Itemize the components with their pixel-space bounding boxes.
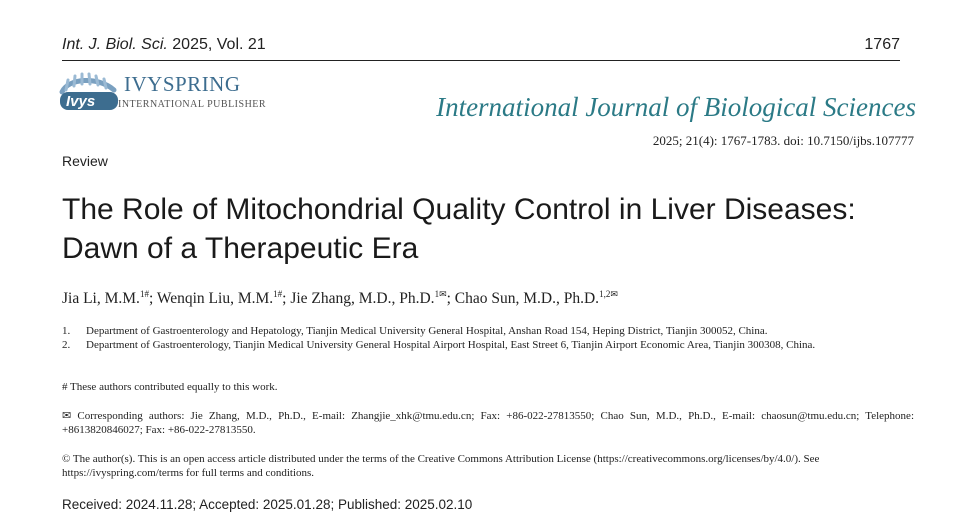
author-list: Jia Li, M.M.$^{1\#}$; Wenqin Liu, M.M.$^{1\#}$; Jie Zhang, M.D., Ph.D.$^{1✉}$; Chao Sun, M.D., Ph.D.$^{1,2✉}$ — [62, 289, 618, 308]
affiliation-item — [62, 324, 922, 338]
running-header-journal — [62, 36, 266, 54]
equal-contribution-note: # These authors contributed equally to this work. — [62, 381, 278, 393]
publisher-subtitle: INTERNATIONAL PUBLISHER — [118, 99, 267, 110]
corresponding-authors: ✉ Corresponding authors: Jie Zhang, M.D., Ph.D., E-mail: Zhangjie_xhk@tmu.edu.cn; Fax: +86-022-27813550; Chao Sun, M.D., Ph.D., E-mail: chaosun@tmu.edu.cn; Telephone: +8613820846027; Fax: +86-022-27813550. — [62, 410, 914, 436]
year-volume: 2025, Vol. 21 — [172, 36, 266, 53]
author-sup: 1,2✉ — [599, 289, 618, 299]
citation-doi: 2025; 21(4): 1767-1783. doi: 10.7150/ijbs.107777 — [652, 133, 914, 148]
affiliation-text: Department of Gastroenterology and Hepatology, Tianjin Medical University General Hospital, Anshan Road 154, Heping District, Tianjin 300052, China. — [86, 325, 768, 337]
logo-text: Ivys — [66, 93, 96, 110]
author-sup: 1✉ — [434, 289, 447, 299]
affiliation-number: 2. — [62, 339, 71, 351]
page-number: 1767 — [864, 36, 900, 53]
author-name: Chao Sun, M.D., Ph.D. — [454, 290, 600, 308]
author-sup: 1# — [139, 289, 149, 299]
header-rule — [62, 60, 900, 61]
affiliation-number: 1. — [62, 325, 71, 337]
license-note: © The author(s). This is an open access article distributed under the terms of the Creative Commons Attribution License (https://creativecommons.org/licenses/by/4.0/). See https://ivyspring.com/terms for full terms and conditions. — [62, 453, 820, 479]
author-name: Wenqin Liu, M.M. — [156, 290, 274, 308]
article-title: The Role of Mitochondrial Quality Control in Liver Diseases: Dawn of a Therapeutic Era — [62, 193, 856, 265]
publisher-name: IVYSPRING — [124, 72, 241, 96]
author-name: Jia Li, M.M. — [62, 290, 140, 308]
affiliation-list — [62, 324, 922, 352]
affiliation-item — [62, 338, 922, 352]
affiliation-text: Department of Gastroenterology, Tianjin Medical University General Hospital Airport Hospital, East Street 6, Tianjin Airport Economic Area, Tianjin 300308, China. — [86, 339, 816, 351]
journal-name: International Journal of Biological Sciences — [436, 92, 916, 122]
author-name: Jie Zhang, M.D., Ph.D. — [290, 290, 435, 308]
journal-abbrev: Int. J. Biol. Sci. — [62, 36, 168, 53]
article-type: Review — [62, 153, 108, 169]
author-sup: 1# — [273, 289, 283, 299]
publication-dates: Received: 2024.11.28; Accepted: 2025.01.28; Published: 2025.02.10 — [62, 497, 473, 512]
